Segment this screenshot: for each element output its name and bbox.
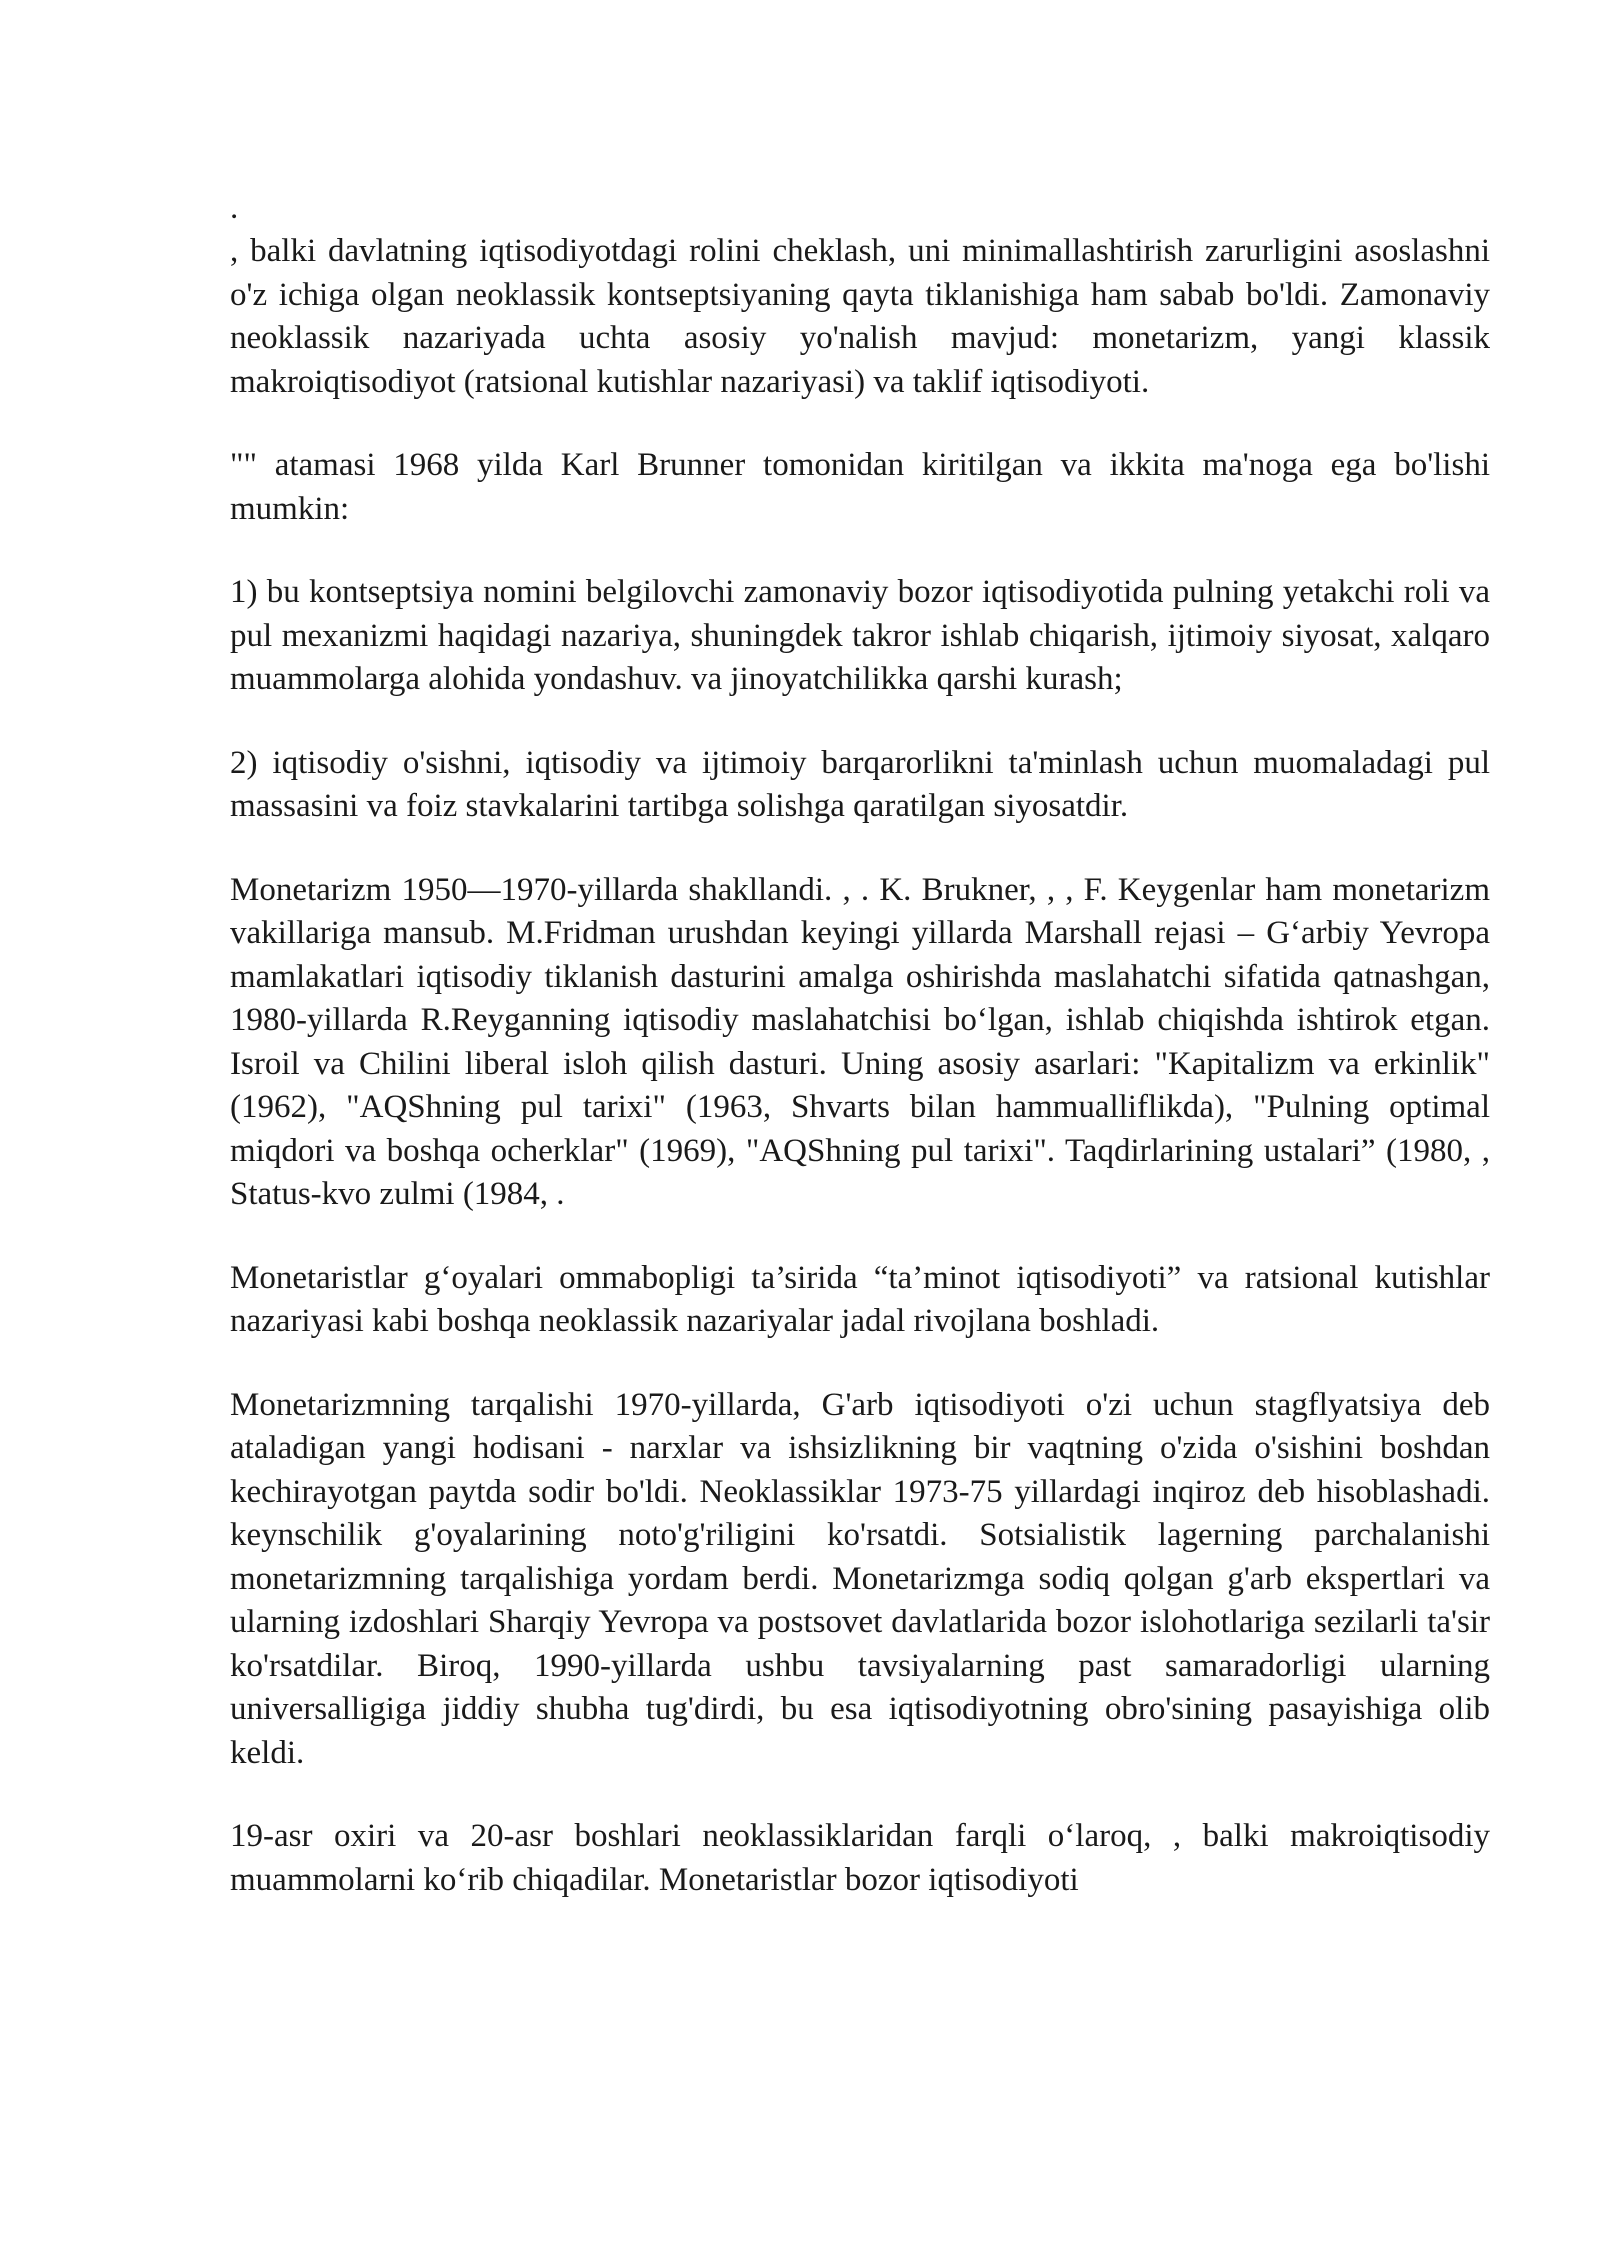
leading-mark: . bbox=[230, 190, 239, 226]
paragraph-monetarism-spread: Monetarizmning tarqalishi 1970-yillarda, G'arb iqtisodiyoti o'zi uchun stagflyatsiya deb ataladigan yangi hodisani - narxlar va ishsizlikning bir vaqtning o'zida o'sishini boshdan kechirayotgan paytda sodir bo'ldi. Neoklassiklar 1973-75 yillardagi inqiroz deb hisoblashadi. keynschilik g'oyalarining noto'g'riligini ko'rsatdi. Sotsialistik lagerning parchalanishi monetarizmning tarqalishiga yordam berdi. Monetarizmga sodiq qolgan g'arb ekspertlari va ularning izdoshlari Sharqiy Yevropa va postsovet davlatlarida bozor islohotlariga sezilarli ta'sir ko'rsatdilar. Biroq, 1990-yillarda ushbu tavsiyalarning past samaradorligi ularning universalligiga jiddiy shubha tug'dirdi, bu esa iqtisodiyotning obro'sining pasayishiga olib keldi. bbox=[230, 1386, 1490, 1771]
document-body bbox=[230, 186, 1490, 1942]
paragraph-monetarism-history: Monetarizm 1950—1970-yillarda shakllandi. , . K. Brukner, , , F. Keygenlar ham monetarizm vakillariga mansub. M.Fridman urushdan keyingi yillarda Marshall rejasi – G‘arbiy Yevropa mamlakatlari iqtisodiy tiklanish dasturini amalga oshirishda maslahatchi sifatida qatnashgan, 1980-yillarda R.Reyganning iqtisodiy maslahatchisi bo‘lgan, ishlab chiqishda ishtirok etgan. Isroil va Chilini liberal isloh qilish dasturi. Uning asosiy asarlari: "Kapitalizm va erkinlik" (1962), "AQShning pul tarixi" (1963, Shvarts bilan hammualliflikda), "Pulning optimal miqdori va boshqa ocherklar" (1969), "AQShning pul tarixi". Taqdirlarining ustalari” (1980, , Status-kvo zulmi (1984, . bbox=[230, 871, 1490, 1212]
paragraph-term-definition: "" atamasi 1968 yilda Karl Brunner tomonidan kiritilgan va ikkita ma'noga ega bo'lishi mumkin: bbox=[230, 447, 1490, 527]
paragraph-meaning-1: 1) bu kontseptsiya nomini belgilovchi zamonaviy bozor iqtisodiyotida pulning yetakchi roli va pul mexanizmi haqidagi nazariya, shuningdek takror ishlab chiqarish, ijtimoiy siyosat, xalqaro muammolarga alohida yondashuv. va jinoyatchilikka qarshi kurash; bbox=[230, 574, 1490, 697]
paragraph-neoclassical-revival: , balki davlatning iqtisodiyotdagi rolini cheklash, uni minimallashtirish zarurligini asoslashni o'z ichiga olgan neoklassik kontseptsiyaning qayta tiklanishiga ham sabab bo'ldi. Zamonaviy neoklassik nazariyada uchta asosiy yo'nalish mavjud: monetarizm, yangi klassik makroiqtisodiyot (ratsional kutishlar nazariyasi) va taklif iqtisodiyoti. bbox=[230, 233, 1490, 400]
paragraph-meaning-2: 2) iqtisodiy o'sishni, iqtisodiy va ijtimoiy barqarorlikni ta'minlash uchun muomaladagi pul massasini va foiz stavkalarini tartibga solishga qaratilgan siyosatdir. bbox=[230, 744, 1490, 824]
paragraph-macroeconomic-focus: 19-asr oxiri va 20-asr boshlari neoklassiklaridan farqli o‘laroq, , balki makroiqtisodiy muammolarni ko‘rib chiqadilar. Monetaristlar bozor iqtisodiyoti bbox=[230, 1818, 1490, 1898]
paragraph-monetarist-ideas: Monetaristlar g‘oyalari ommabopligi ta’sirida “ta’minot iqtisodiyoti” va ratsional kutishlar nazariyasi kabi boshqa neoklassik nazariyalar jadal rivojlana boshladi. bbox=[230, 1259, 1490, 1339]
